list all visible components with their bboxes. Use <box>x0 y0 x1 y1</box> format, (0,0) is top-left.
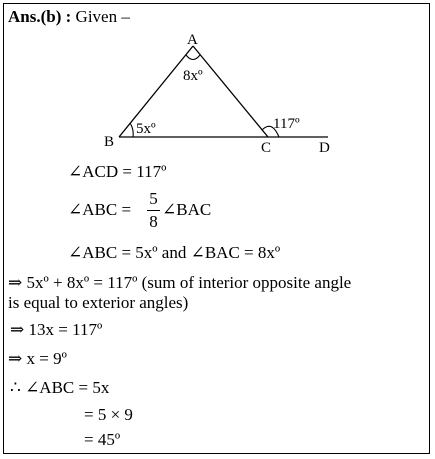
angle-c-label: 117º <box>273 116 300 132</box>
solution-line-1: ∠ACD = 117º <box>68 162 167 181</box>
solution-line-3: ∠ABC = 5xº and ∠BAC = 8xº <box>68 243 281 262</box>
solution-line-10: = 45º <box>84 430 121 449</box>
given-text: Given – <box>75 7 130 26</box>
triangle-diagram <box>0 0 435 160</box>
solution-line-9: = 5 × 9 <box>84 405 133 424</box>
solution-line-8: ∴ ∠ABC = 5x <box>10 378 110 397</box>
solution-line-5: is equal to exterior angles) <box>8 293 189 312</box>
fraction-denominator: 8 <box>149 212 158 231</box>
vertex-b-label: B <box>104 134 115 150</box>
answer-label: Ans.(b) : <box>8 7 72 26</box>
angle-arc-a <box>186 55 200 60</box>
solution-line-7: ⇒ x = 9º <box>8 349 67 368</box>
vertex-a-label: A <box>187 32 198 48</box>
vertex-c-label: C <box>261 140 272 156</box>
solution-line-6: ⇒ 13x = 117º <box>10 320 103 339</box>
solution-line-2-suffix: ∠BAC <box>162 200 212 219</box>
angle-b-label: 5xº <box>136 121 156 137</box>
fraction-bar <box>147 210 160 211</box>
solution-line-2-prefix: ∠ABC = <box>68 200 132 219</box>
angle-arc-b <box>130 123 133 137</box>
vertex-d-label: D <box>319 140 330 156</box>
side-ac <box>193 46 268 137</box>
solution-line-4: ⇒ 5xº + 8xº = 117º (sum of interior opposite angle <box>8 273 352 292</box>
fraction-numerator: 5 <box>149 189 158 208</box>
angle-a-label: 8xº <box>183 68 203 84</box>
